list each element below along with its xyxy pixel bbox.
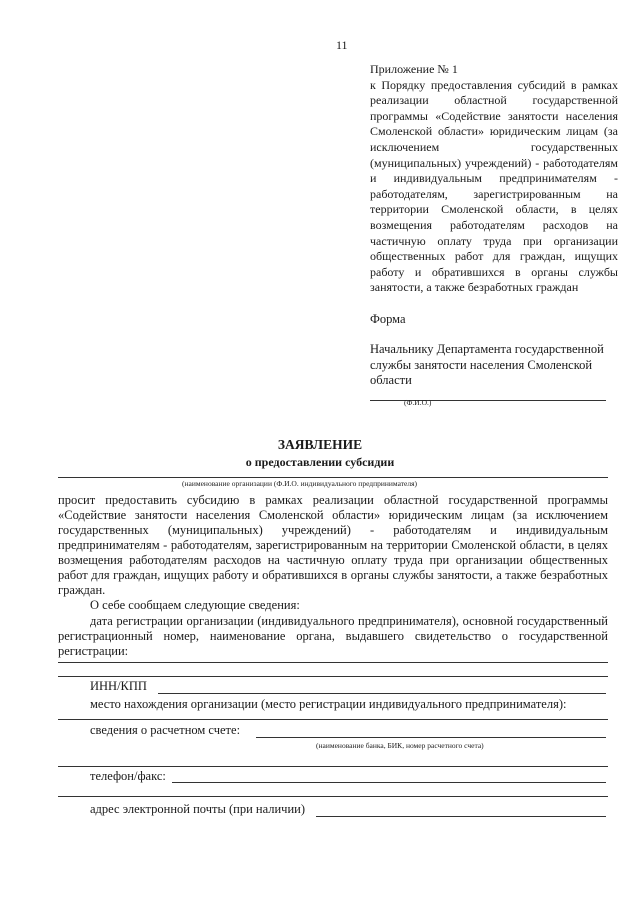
inn-kpp-line[interactable] (158, 692, 606, 694)
inn-kpp-label: ИНН/КПП (90, 679, 147, 693)
email-label: адрес электронной почты (при наличии) (90, 802, 305, 816)
account-line-2[interactable] (58, 765, 608, 767)
registration-line-2[interactable] (58, 675, 608, 677)
form-label: Форма (370, 312, 406, 326)
account-caption: (наименование банка, БИК, номер расчетного счета) (316, 741, 484, 750)
recipient-block: Начальнику Департамента государственной службы занятости населения Смоленской области (370, 342, 604, 387)
phone-line-2[interactable] (58, 795, 608, 797)
fio-caption: (Ф.И.О.) (404, 398, 432, 407)
email-line[interactable] (316, 815, 606, 817)
registration-line-1[interactable] (58, 661, 608, 663)
about-intro: О себе сообщаем следующие сведения: (90, 598, 300, 612)
location-label: место нахождения организации (место регистрации индивидуального предпринимателя): (90, 697, 567, 711)
request-text: просит предоставить субсидию в рамках реализации областной государственной программы «Содействие занятости населения Смоленской области» юридическим лицам (за исключением государственных (муниципальных) учреждений) - работодателям и индивидуальным предпринимателям - работодателям, зарегистрированным на территории Смоленской области, в целях возмещения работодателям расходов на частичную оплату труда при организации общественных работ для граждан, ищущих работу и обратившихся в органы службы занятости, а также безработных граждан. (58, 493, 608, 597)
organization-caption: (наименование организации (Ф.И.О. индивидуального предпринимателя) (182, 479, 418, 488)
account-label: сведения о расчетном счете: (90, 723, 241, 737)
location-line[interactable] (58, 718, 608, 720)
appendix-title: Приложение № 1 (370, 62, 458, 76)
phone-line[interactable] (172, 781, 606, 783)
appendix-text: к Порядку предоставления субсидий в рамках реализации областной государственной программы «Содействие занятости населения Смоленской области» юридическим лицам (за исключением государственных (муниципальных) учреждений) - работодателям и индивидуальным предпринимателям - работодателям, зарегистрированным на территории Смоленской области, в целях возмещения работодателям расходов на частичную оплату труда при организации общественных работ для граждан, ищущих работу и обратившихся в органы службы занятости, а также безработных граждан (370, 77, 618, 295)
organization-name-line[interactable] (58, 476, 608, 478)
page-number: 11 (336, 38, 348, 52)
appendix-block (370, 62, 618, 296)
phone-label: телефон/факс: (90, 769, 166, 783)
document-heading: ЗАЯВЛЕНИЕ (277, 437, 363, 452)
document-subheading: о предоставлении субсидии (245, 455, 395, 469)
account-line[interactable] (256, 736, 606, 738)
registration-text: дата регистрации организации (индивидуального предпринимателя), основной государственный регистрационный номер, наименование органа, выдавшего свидетельство о государственной регистрации: (58, 614, 608, 658)
